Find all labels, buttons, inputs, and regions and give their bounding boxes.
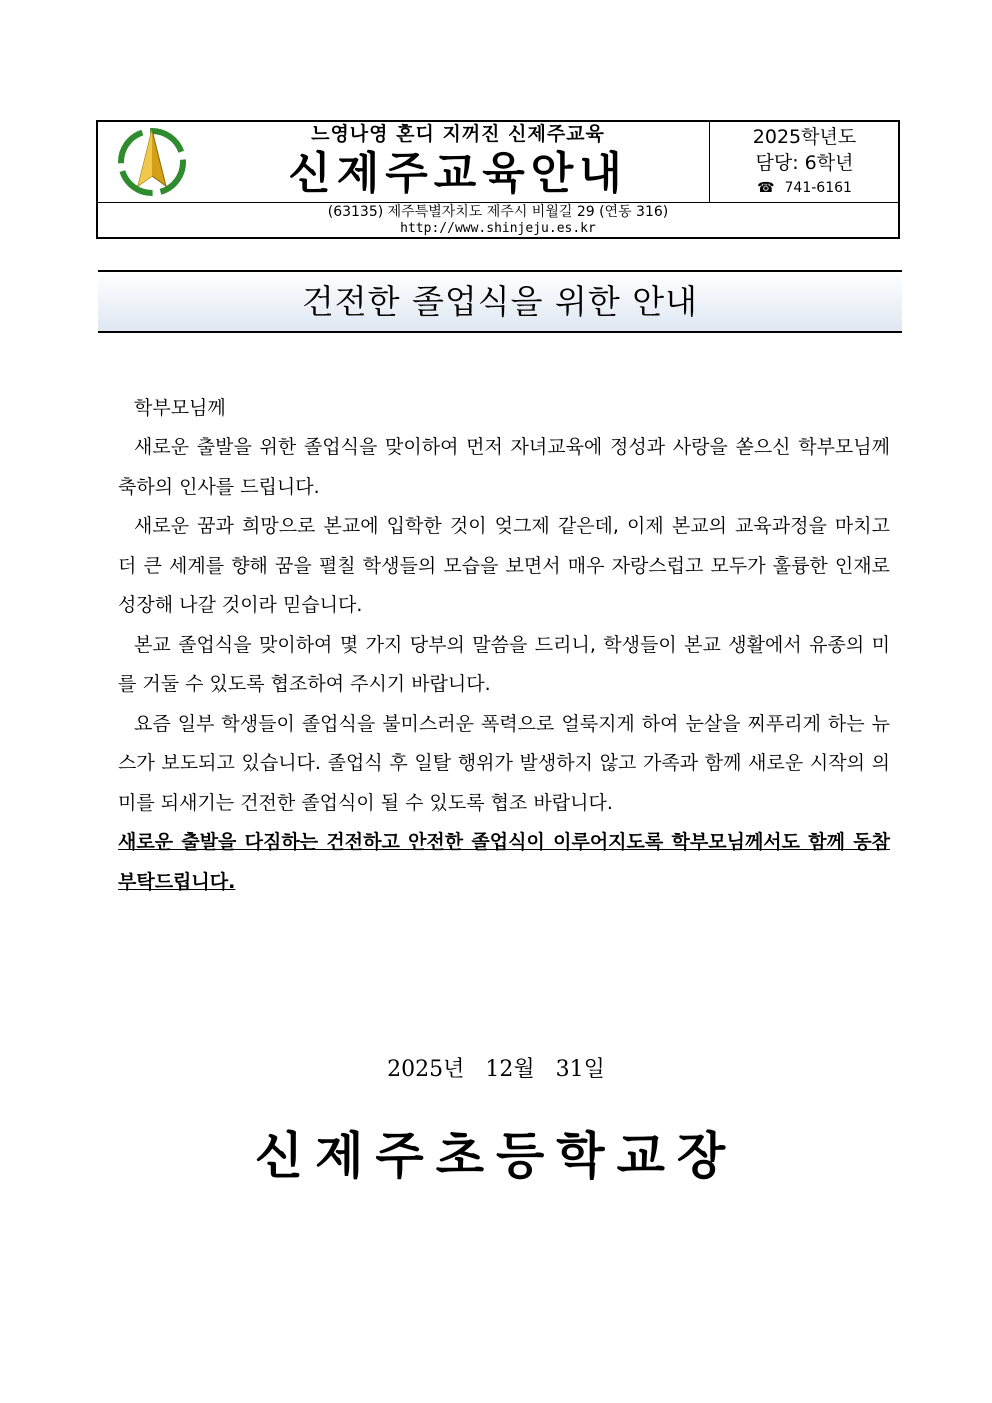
letter-body [118,388,890,902]
paragraph: 요즘 일부 학생들이 졸업식을 불미스러운 폭력으로 얼룩지게 하여 눈살을 찌푸리게 하는 뉴스가 보도되고 있습니다. 졸업식 후 일탈 행위가 발생하지 않고 가족과 함께 새로운 시작의 의미를 되새기는 건전한 졸업식이 될 수 있도록 협조 바랍니다. [118,712,890,814]
letterhead-top [98,122,898,203]
letterhead-title: 신제주교육안내 [288,148,628,199]
paragraph: 본교 졸업식을 맞이하여 몇 가지 당부의 말씀을 드리니, 학생들이 본교 생활에서 유종의 미를 거둘 수 있도록 협조하여 주시기 바랍니다. [118,633,890,695]
paragraph: 새로운 출발을 위한 졸업식을 맞이하여 먼저 자녀교육에 정성과 사랑을 쏟으신 학부모님께 축하의 인사를 드립니다. [118,436,890,498]
website-url: http://www.shinjeju.es.kr [400,221,596,236]
title-banner [98,270,902,333]
slogan: 느영나영 혼디 지꺼진 신제주교육 [311,123,605,145]
address: (63135) 제주특별자치도 제주시 비월길 29 (연동 316) [327,204,669,220]
document-title: 건전한 졸업식을 위한 안내 [301,282,699,321]
letterhead-info [709,122,899,202]
emphasis-text: 새로운 출발을 다짐하는 건전하고 안전한 졸업식이 이루어지도록 학부모님께서도 함께 동참 부탁드립니다. [118,831,890,893]
paragraph: 새로운 꿈과 희망으로 본교에 입학한 것이 엊그제 같은데, 이제 본교의 교육과정을 마치고 더 큰 세계를 향해 꿈을 펼칠 학생들의 모습을 보면서 매우 자랑스럽고 모두가 훌륭한 인재로 성장해 나갈 것이라 믿습니다. [118,515,890,616]
in-charge: 담당: 6학년 [755,152,854,174]
greeting: 학부모님께 [134,397,226,419]
phone-line [710,177,899,199]
principal-signature: 신제주초등학교장 [254,1126,738,1185]
phone-number: 741-6161 [784,180,852,196]
school-year: 2025학년도 [752,126,857,148]
emphasis-paragraph [118,823,890,902]
letterhead [96,120,900,239]
school-emblem-icon [118,128,186,196]
letter-date: 2025년 12월 31일 [387,1057,605,1082]
telephone-icon: ☎ [757,180,775,196]
